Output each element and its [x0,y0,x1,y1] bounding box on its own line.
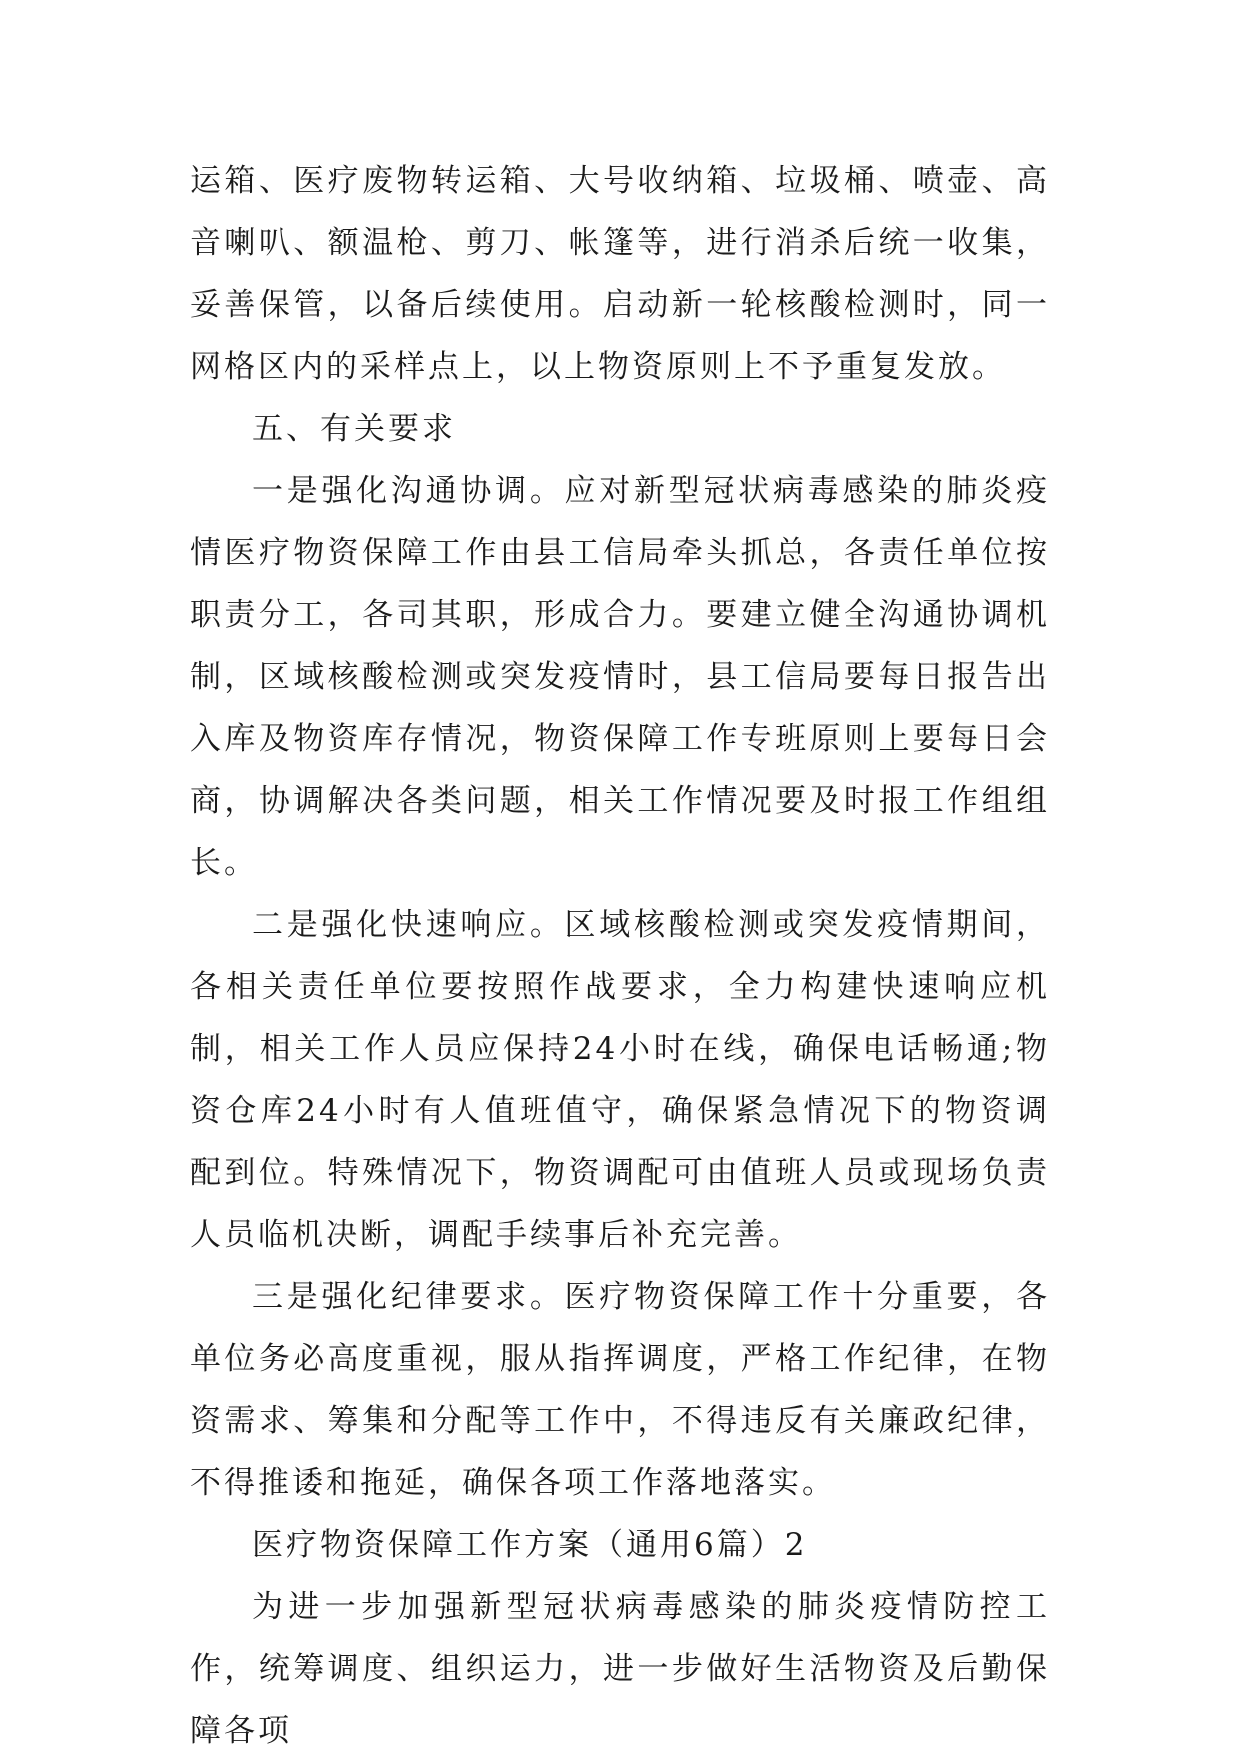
paragraph-continuation: 运箱、医疗废物转运箱、大号收纳箱、垃圾桶、喷壶、高音喇叭、额温枪、剪刀、帐篷等，进行消杀后统一收集，妥善保管，以备后续使用。启动新一轮核酸检测时，同一网格区内的采样点上，以上物资原则上不予重复发放。 [190,163,1050,385]
document-body [190,150,1050,1762]
paragraph-intro-2: 为进一步加强新型冠状病毒感染的肺炎疫情防控工作，统筹调度、组织运力，进一步做好生活物资及后勤保障各项 [190,1589,1050,1749]
paragraph-rapid-response: 二是强化快速响应。区域核酸检测或突发疫情期间，各相关责任单位要按照作战要求，全力构建快速响应机制，相关工作人员应保持24小时在线，确保电话畅通;物资仓库24小时有人值班值守，确保紧急情况下的物资调配到位。特殊情况下，物资调配可由值班人员或现场负责人员临机决断，调配手续事后补充完善。 [190,907,1050,1253]
section-heading-requirements: 五、有关要求 [252,411,456,447]
paragraph-communication: 一是强化沟通协调。应对新型冠状病毒感染的肺炎疫情医疗物资保障工作由县工信局牵头抓总，各责任单位按职责分工，各司其职，形成合力。要建立健全沟通协调机制，区域核酸检测或突发疫情时，县工信局要每日报告出入库及物资库存情况，物资保障工作专班原则上要每日会商，协调解决各类问题，相关工作情况要及时报工作组组长。 [190,473,1050,881]
document-title-2: 医疗物资保障工作方案（通用6篇）2 [252,1527,808,1563]
paragraph-discipline: 三是强化纪律要求。医疗物资保障工作十分重要，各单位务必高度重视，服从指挥调度，严格工作纪律，在物资需求、筹集和分配等工作中，不得违反有关廉政纪律，不得推诿和拖延，确保各项工作落地落实。 [190,1279,1050,1501]
